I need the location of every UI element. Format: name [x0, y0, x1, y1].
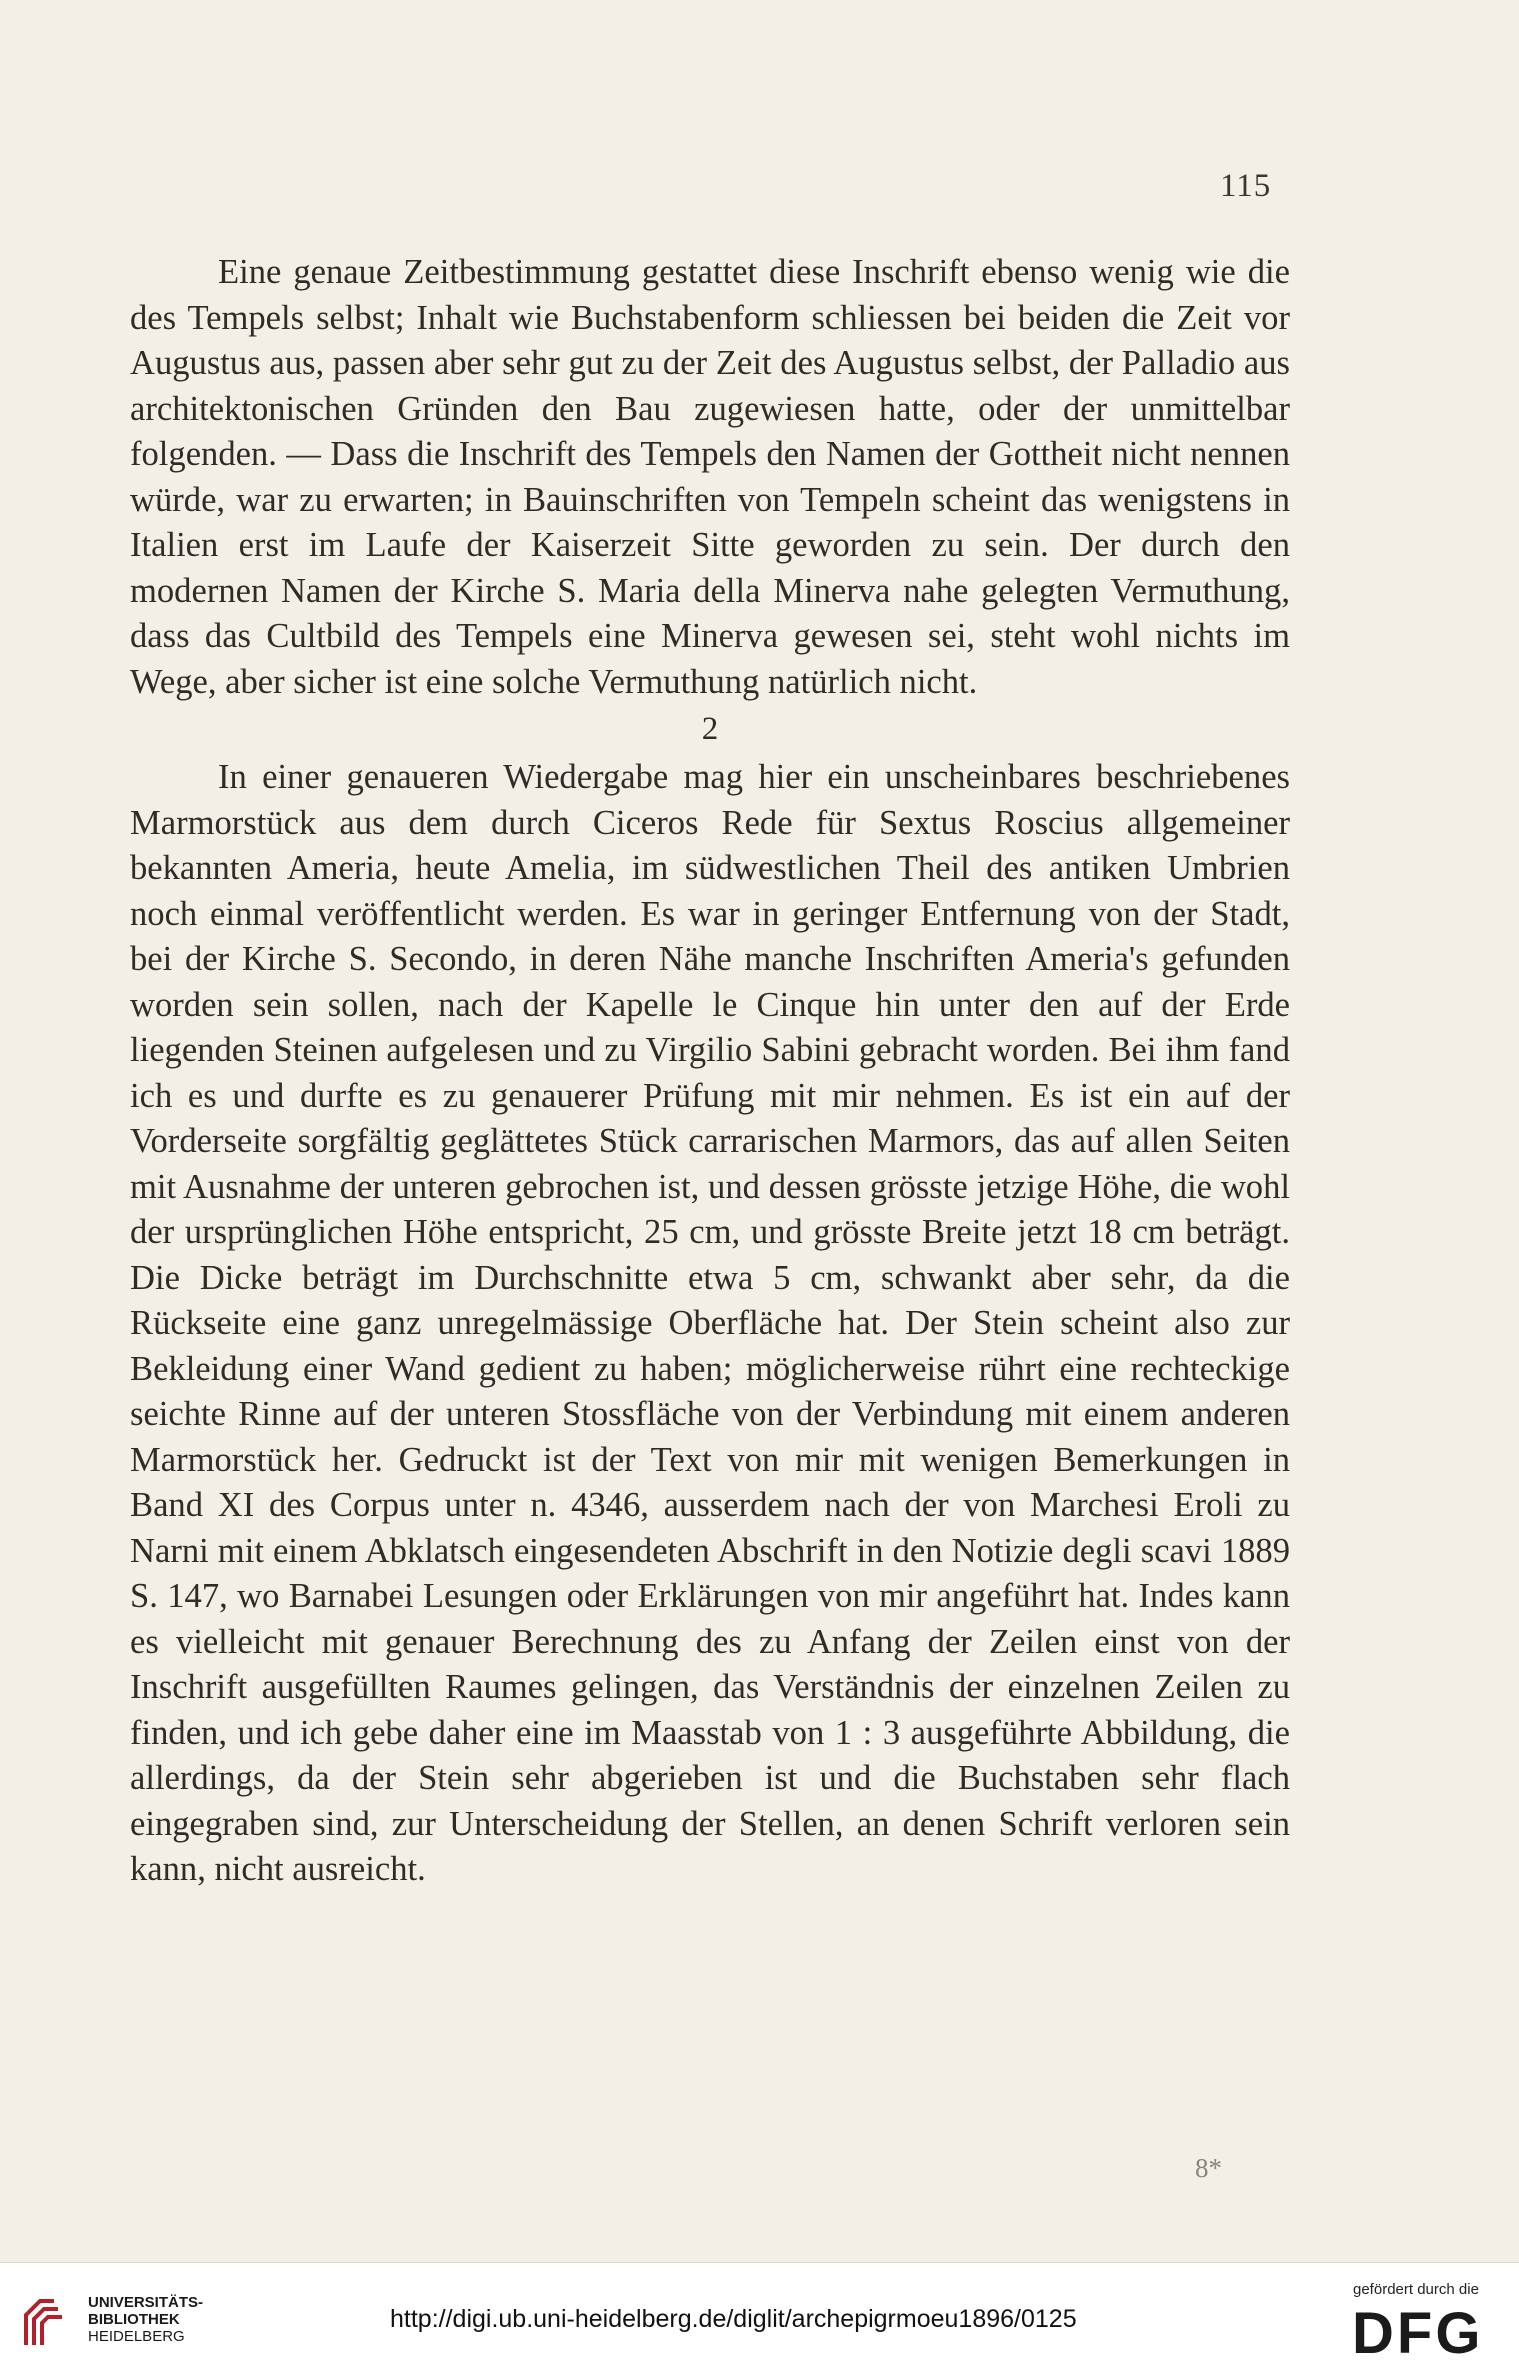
footer-bar: [0, 2262, 1519, 2377]
library-name-line: UNIVERSITÄTS-: [88, 2294, 204, 2311]
page-number: 115: [1220, 168, 1272, 204]
funder-caption: gefördert durch die: [1353, 2281, 1479, 2298]
paragraph: In einer genaueren Wiedergabe mag hier ein unscheinbares beschriebenes Marmorstück aus dem durch Ciceros Rede für Sextus Roscius allgemeiner bekannten Ameria, heute Amelia, im südwestlichen Theil des antiken Umbrien noch einmal veröffentlicht werden. Es war in geringer Entfernung von der Stadt, bei der Kirche S. Secondo, in deren Nähe manche Inschriften Ameria's gefunden worden sein sollen, nach der Kapelle le Cinque hin unter den auf der Erde liegenden Steinen aufgelesen und zu Virgilio Sabini gebracht worden. Bei ihm fand ich es und durfte es zu genauerer Prüfung mit mir nehmen. Es ist ein auf der Vorderseite sorgfältig geglättetes Stück carrarischen Marmors, das auf allen Seiten mit Ausnahme der unteren gebrochen ist, und dessen grösste jetzige Höhe, die wohl der ursprünglichen Höhe entspricht, 25 cm, und grösste Breite jetzt 18 cm beträgt. Die Dicke beträgt im Durchschnitte etwa 5 cm, schwankt aber sehr, da die Rückseite eine ganz unregelmässige Oberfläche hat. Der Stein scheint also zur Bekleidung einer Wand gedient zu haben; möglicherweise rührt eine rechteckige seichte Rinne auf der unteren Stossfläche von der Verbindung mit einem anderen Marmorstück her. Gedruckt ist der Text von mir mit wenigen Bemerkungen in Band XI des Corpus unter n. 4346, ausserdem nach der von Marchesi Eroli zu Narni mit einem Abklatsch eingesendeten Abschrift in den Notizie degli scavi 1889 S. 147, wo Barnabei Lesungen oder Erklärungen von mir angeführt hat. Indes kann es vielleicht mit genauer Berechnung des zu Anfang der Zeilen einst von der Inschrift ausgefüllten Raumes gelingen, das Verständnis der einzelnen Zeilen zu finden, und ich gebe daher eine im Maasstab von 1 : 3 ausgeführte Abbildung, die allerdings, da der Stein sehr abgerieben ist und die Buchstaben sehr flach eingegraben sind, zur Unterscheidung der Stellen, an denen Schrift verloren sein kann, nicht ausreicht.: [130, 758, 1290, 1888]
library-name-line: HEIDELBERG: [88, 2328, 185, 2345]
permalink-url[interactable]: http://digi.ub.uni-heidelberg.de/diglit/archepigrmoeu1896/0125: [390, 2305, 1077, 2333]
section-number: 2: [701, 711, 719, 747]
body-text: [130, 250, 1290, 1893]
library-name-line: BIBLIOTHEK: [88, 2311, 180, 2328]
signature-mark: 8*: [1195, 2153, 1222, 2183]
paragraph: Eine genaue Zeitbestimmung gestattet diese Inschrift ebenso wenig wie die des Tempels selbst; Inhalt wie Buchstabenform schliessen bei beiden die Zeit vor Augustus aus, passen aber sehr gut zu der Zeit des Augustus selbst, der Palladio aus architektonischen Gründen den Bau zugewiesen hatte, oder der unmittelbar folgenden. — Dass die Inschrift des Tempels den Namen der Gottheit nicht nennen würde, war zu erwarten; in Bauinschriften von Tempeln scheint das wenigstens in Italien erst im Laufe der Kaiserzeit Sitte geworden zu sein. Der durch den modernen Namen der Kirche S. Maria della Minerva nahe gelegten Vermuthung, dass das Cultbild des Tempels eine Minerva gewesen sei, steht wohl nichts im Wege, aber sicher ist eine solche Vermuthung natürlich nicht.: [130, 253, 1290, 701]
dfg-logo-icon: DFG: [1352, 2301, 1484, 2366]
library-name: [88, 2294, 203, 2345]
university-library-logo-icon: [22, 2295, 76, 2349]
